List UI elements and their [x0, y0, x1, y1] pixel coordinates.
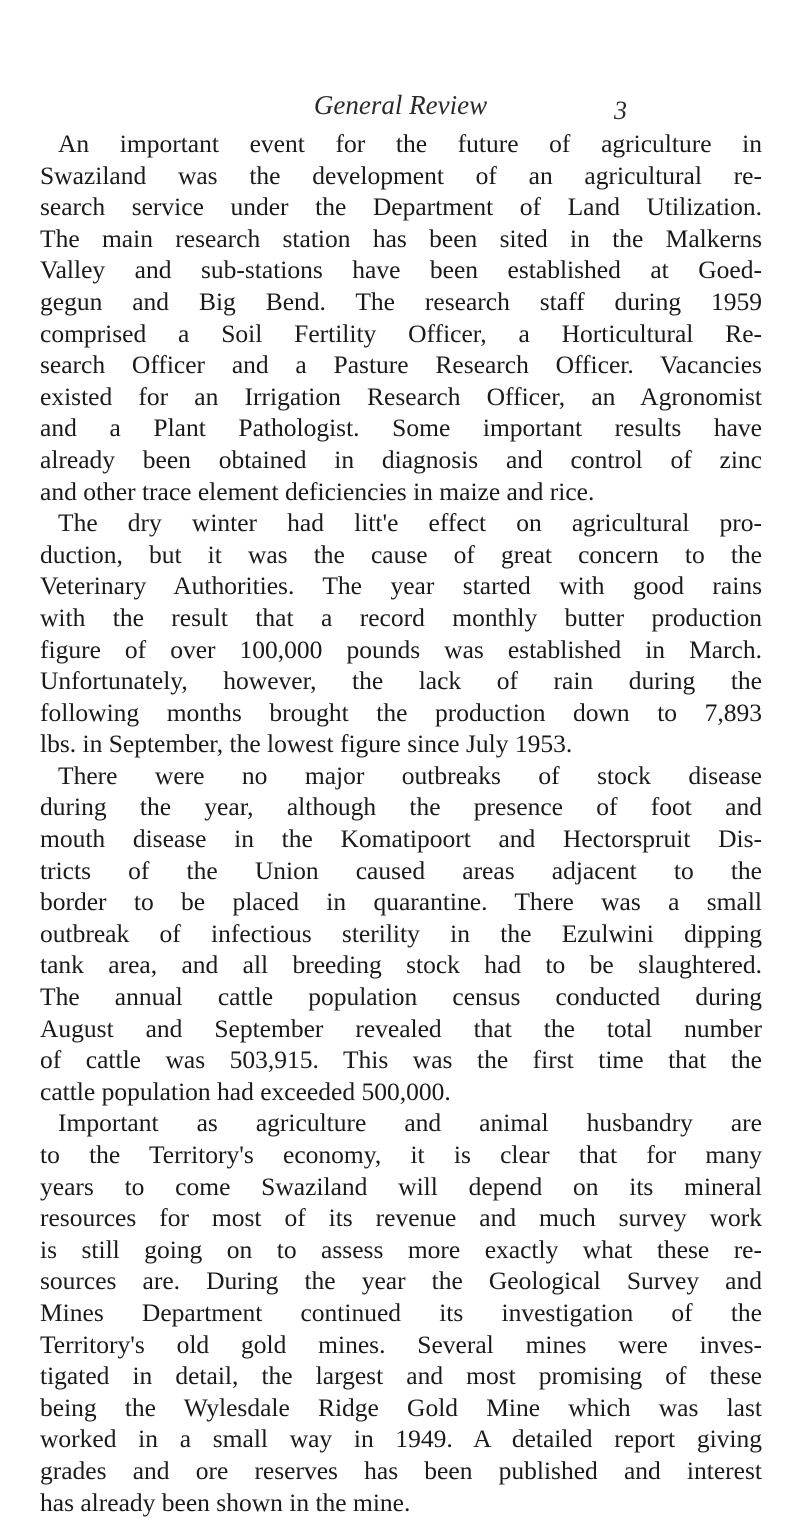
text-line: of cattle was 503,915. This was the first time that the [40, 1045, 762, 1075]
text-line: Veterinary Authorities. The year started with good rains [40, 571, 762, 601]
text-line: and a Plant Pathologist. Some important results have [40, 413, 762, 443]
text-line: following months brought the production down to 7,893 [40, 697, 762, 727]
text-line: duction, but it was the cause of great concern to the [40, 539, 762, 569]
text-line: has already been shown in the mine. [40, 1487, 411, 1517]
text-line: being the Wylesdale Ridge Gold Mine which was last [40, 1392, 762, 1422]
text-line: already been obtained in diagnosis and control of zinc [40, 444, 762, 474]
text-line: lbs. in September, the lowest figure since July 1953. [40, 729, 573, 759]
text-line: resources for most of its revenue and much survey work [40, 1203, 762, 1233]
text-line: existed for an Irrigation Research Officer, an Agronomist [40, 381, 762, 411]
text-line: border to be placed in quarantine. There was a small [40, 887, 762, 917]
body-text [40, 128, 762, 1518]
text-line: mouth disease in the Komatipoort and Hectorspruit Dis- [40, 824, 762, 854]
text-line: worked in a small way in 1949. A detailed report giving [40, 1424, 762, 1454]
text-line: figure of over 100,000 pounds was established in March. [40, 634, 762, 664]
text-line: Valley and sub-stations have been established at Goed- [40, 255, 762, 285]
text-line: There were no major outbreaks of stock disease [58, 760, 762, 790]
text-line: sources are. During the year the Geological Survey and [40, 1266, 762, 1296]
text-line: with the result that a record monthly butter production [40, 602, 762, 632]
text-line: to the Territory's economy, it is clear that for many [40, 1140, 762, 1169]
text-line: comprised a Soil Fertility Officer, a Horticultural Re- [40, 318, 762, 348]
running-title: General Review [313, 90, 488, 120]
text-line: cattle population had exceeded 500,000. [40, 1076, 451, 1106]
text-line: is still going on to assess more exactly what these re- [40, 1234, 762, 1264]
text-line: tank area, and all breeding stock had to be slaughtered. [40, 950, 762, 980]
text-line: The annual cattle population census conducted during [40, 982, 762, 1012]
text-line: search Officer and a Pasture Research Officer. Vacancies [40, 350, 762, 380]
text-line: tricts of the Union caused areas adjacent to the [40, 855, 762, 885]
text-line: Territory's old gold mines. Several mines were inves- [40, 1329, 762, 1359]
text-line: Mines Department continued its investigation of the [40, 1297, 762, 1327]
text-line: gegun and Big Bend. The research staff during 1959 [40, 286, 762, 316]
text-line: August and September revealed that the total number [40, 1013, 762, 1043]
text-line: outbreak of infectious sterility in the Ezulwini dipping [40, 918, 762, 948]
text-line: during the year, although the presence of foot and [40, 792, 762, 822]
text-line: An important event for the future of agriculture in [58, 129, 762, 158]
text-line: The dry winter had litt'e effect on agricultural pro- [58, 508, 762, 538]
page-number: 3 [614, 96, 627, 125]
text-line: tigated in detail, the largest and most promising of these [40, 1361, 762, 1391]
text-line: grades and ore reserves has been published and interest [40, 1455, 762, 1485]
text-line: Important as agriculture and animal husbandry are [58, 1108, 762, 1138]
running-head [0, 88, 801, 128]
text-line: Swaziland was the development of an agricultural re- [40, 160, 762, 190]
text-line: search service under the Department of Land Utilization. [40, 192, 762, 222]
text-line: years to come Swaziland will depend on its mineral [40, 1171, 762, 1201]
text-line: The main research station has been sited in the Malkerns [40, 223, 762, 253]
text-line: Unfortunately, however, the lack of rain during the [40, 666, 762, 696]
text-line: and other trace element deficiencies in maize and rice. [40, 476, 595, 506]
